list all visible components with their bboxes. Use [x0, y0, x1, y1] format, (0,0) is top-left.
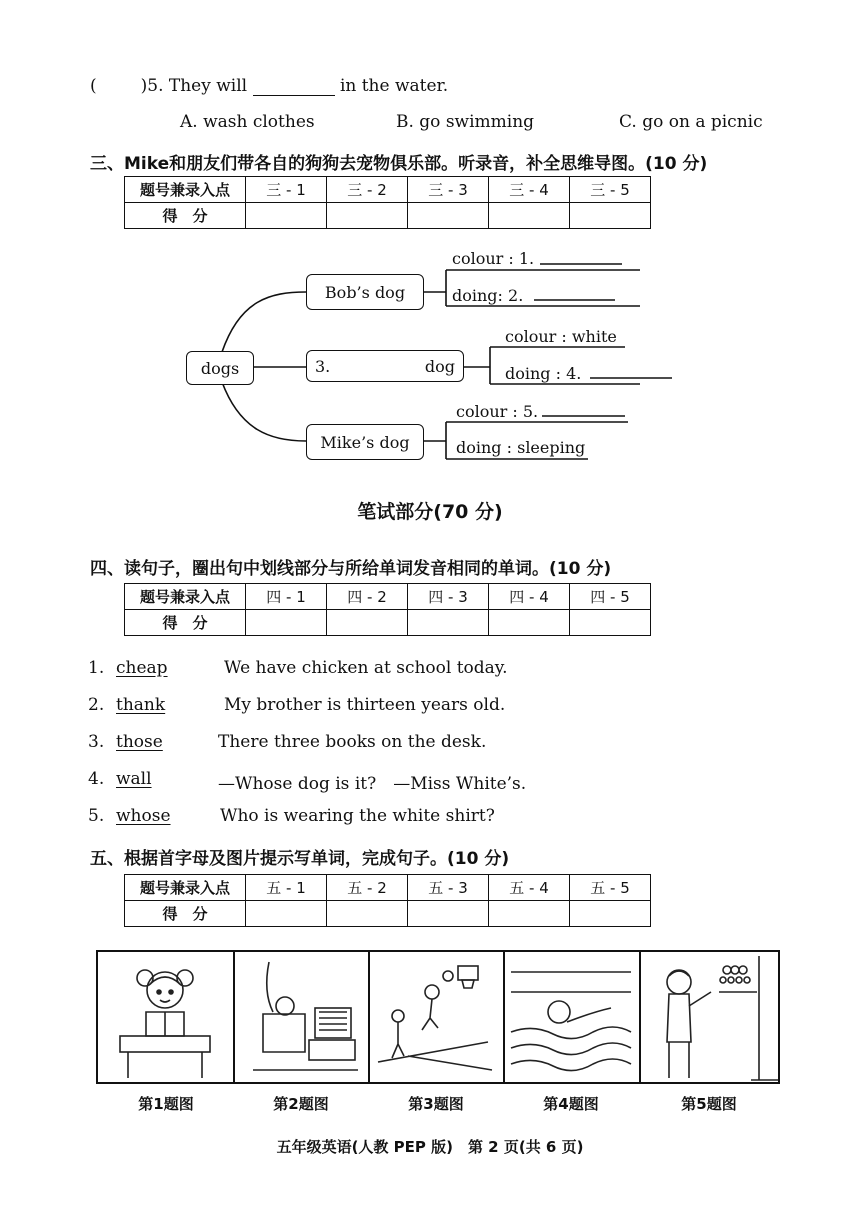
item-label: 五 - 3	[408, 875, 489, 901]
item-number: 1.	[88, 658, 105, 678]
bob-doing-label: doing: 2.	[452, 286, 524, 305]
sentence[interactable]: We have chicken at school today.	[224, 658, 508, 678]
written-part-title: 笔试部分(70 分)	[357, 501, 503, 523]
section-5-title: 五、根据首字母及图片提示写单词，完成句子。(10 分)	[90, 849, 510, 869]
option-b: B. go swimming	[396, 112, 535, 132]
table-head-label: 题号兼录入点	[125, 875, 246, 901]
mindmap-connectors	[0, 0, 860, 480]
item-label: 五 - 5	[570, 875, 651, 901]
caption-2: 第2题图	[273, 1095, 329, 1113]
score-cell[interactable]	[489, 610, 570, 636]
item-label: 四 - 4	[489, 584, 570, 610]
caption-1: 第1题图	[138, 1095, 194, 1113]
score-label: 得 分	[125, 203, 246, 229]
item-label: 四 - 2	[327, 584, 408, 610]
mindmap-blank-dog[interactable]	[306, 350, 464, 382]
item-label: 三 - 1	[246, 177, 327, 203]
picture-1-reading-girl	[98, 952, 235, 1084]
item-label: 三 - 3	[408, 177, 489, 203]
given-word: wall	[116, 769, 152, 789]
mindmap-center-dogs: dogs	[186, 351, 254, 385]
mike-doing-label: doing : sleeping	[456, 438, 586, 457]
caption-4: 第4题图	[543, 1095, 599, 1113]
table-head-label: 题号兼录入点	[125, 177, 246, 203]
caption-5: 第5题图	[681, 1095, 737, 1113]
sentence[interactable]: There three books on the desk.	[218, 732, 487, 752]
score-cell[interactable]	[327, 901, 408, 927]
section-4-title: 四、读句子，圈出句中划线部分与所给单词发音相同的单词。(10 分)	[90, 559, 612, 579]
page-footer: 五年级英语(人教 PEP 版) 第 2 页(共 6 页)	[276, 1138, 584, 1156]
mindmap-mikes-dog: Mike’s dog	[306, 424, 424, 460]
picture-2-computer-room	[233, 952, 370, 1084]
score-cell[interactable]	[246, 610, 327, 636]
given-word: cheap	[116, 658, 168, 678]
given-word: thank	[116, 695, 166, 715]
score-label: 得 分	[125, 610, 246, 636]
score-cell[interactable]	[408, 901, 489, 927]
question-5-tail: in the water.	[339, 76, 449, 96]
sentence[interactable]: —Whose dog is it? —Miss White’s.	[218, 774, 527, 794]
section-3-title: 三、Mike和朋友们带各自的狗狗去宠物俱乐部。听录音，补全思维导图。(10 分)	[90, 154, 708, 174]
score-label: 得 分	[125, 901, 246, 927]
score-cell[interactable]	[570, 610, 651, 636]
sentence[interactable]: Who is wearing the white shirt?	[220, 806, 495, 826]
score-cell[interactable]	[327, 610, 408, 636]
score-table-4	[124, 583, 651, 636]
option-c: C. go on a picnic	[619, 112, 763, 132]
item-label: 三 - 4	[489, 177, 570, 203]
score-cell[interactable]	[489, 901, 570, 927]
item-label: 四 - 1	[246, 584, 327, 610]
item-label: 三 - 2	[327, 177, 408, 203]
score-table-5	[124, 874, 651, 927]
mike-colour-label: colour : 5.	[456, 402, 539, 421]
bob-colour-label: colour : 1.	[452, 249, 535, 268]
item-label: 五 - 2	[327, 875, 408, 901]
picture-5-teacher-board	[639, 952, 778, 1084]
option-a: A. wash clothes	[180, 112, 315, 132]
question-5-stem: )5. They will	[140, 76, 248, 96]
item-label: 三 - 5	[570, 177, 651, 203]
picture-3-basketball	[368, 952, 505, 1084]
sentence[interactable]: My brother is thirteen years old.	[224, 695, 506, 715]
item-label: 四 - 3	[408, 584, 489, 610]
item-label: 四 - 5	[570, 584, 651, 610]
item-number: 4.	[88, 769, 105, 789]
item-number: 3.	[88, 732, 105, 752]
score-cell[interactable]	[408, 610, 489, 636]
item-number: 5.	[88, 806, 105, 826]
given-word: those	[116, 732, 163, 752]
caption-3: 第3题图	[408, 1095, 464, 1113]
item-label: 五 - 1	[246, 875, 327, 901]
answer-paren: (	[90, 76, 97, 96]
dog3-doing-label: doing : 4.	[505, 364, 582, 383]
picture-4-swimming	[503, 952, 641, 1084]
blank-3-prefix: 3.	[315, 356, 331, 376]
mindmap-bobs-dog: Bob’s dog	[306, 274, 424, 310]
score-cell[interactable]	[246, 901, 327, 927]
given-word: whose	[116, 806, 171, 826]
dog3-colour-label: colour : white	[505, 327, 617, 346]
item-number: 2.	[88, 695, 105, 715]
item-label: 五 - 4	[489, 875, 570, 901]
score-cell[interactable]	[570, 901, 651, 927]
blank-3-suffix: dog	[424, 356, 455, 376]
table-head-label: 题号兼录入点	[125, 584, 246, 610]
